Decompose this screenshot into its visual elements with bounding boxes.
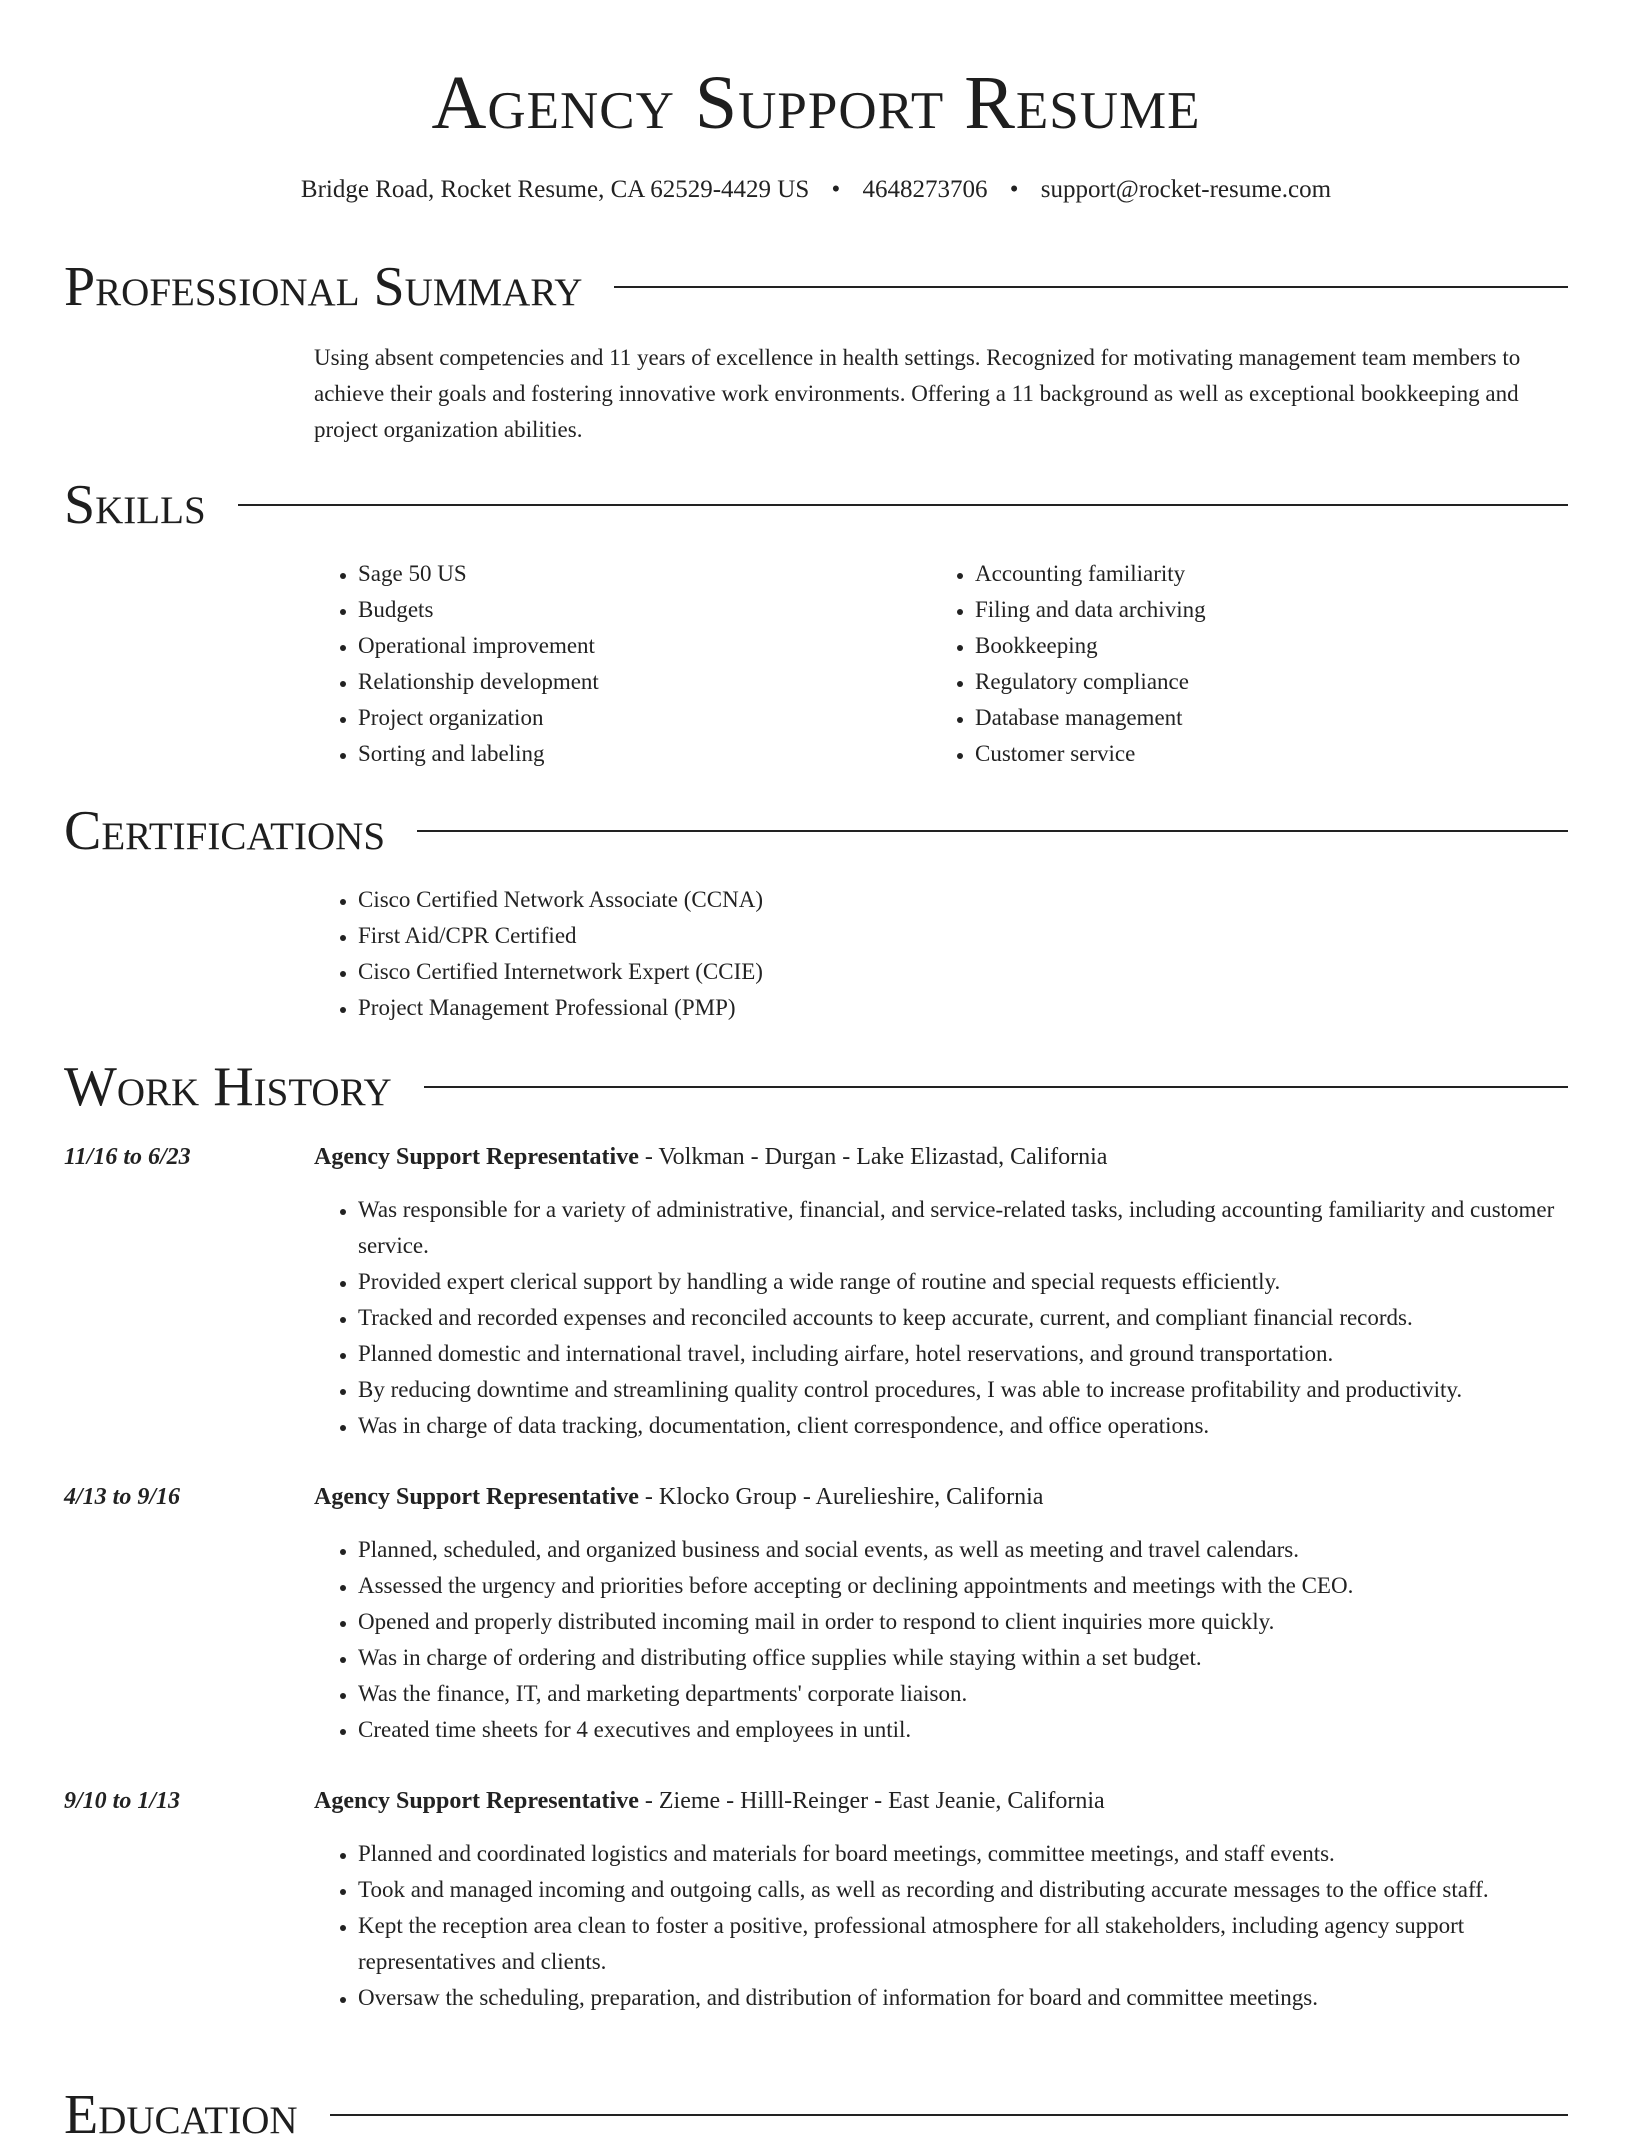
list-item: • Database management (975, 700, 1206, 736)
job-title-line (314, 1480, 1568, 1514)
section-header-skills (64, 470, 1568, 540)
list-item: • Filing and data archiving (975, 592, 1206, 628)
job-dates: 9/10 to 1/13 (64, 1788, 181, 1814)
list-item: • Planned, scheduled, and organized business and social events, as well as meeting and travel calendars. (358, 1532, 1568, 1568)
divider (614, 286, 1568, 288)
job-dates: 4/13 to 9/16 (64, 1484, 181, 1510)
section-header-summary (64, 252, 1568, 322)
section-header-certifications (64, 796, 1568, 866)
job-title: Agency Support Representative (314, 1144, 639, 1170)
job-title: Agency Support Representative (314, 1788, 639, 1814)
skills-right-list (931, 556, 1206, 772)
resume-title: Agency Support Resume (431, 61, 1201, 145)
section-title: Skills (64, 474, 206, 536)
list-item: • Customer service (975, 736, 1206, 772)
job-duties (314, 1532, 1568, 1748)
list-item: • Project organization (358, 700, 599, 736)
list-item: • Created time sheets for 4 executives and employees in until. (358, 1712, 1568, 1748)
section-title: Work History (64, 1056, 392, 1118)
certifications-list (314, 882, 763, 1026)
job-company: - Volkman - Durgan - Lake Elizastad, California (638, 1144, 1108, 1170)
list-item: • Tracked and recorded expenses and reconciled accounts to keep accurate, current, and compliant financial records. (358, 1300, 1568, 1336)
separator: • (1009, 176, 1019, 203)
job-company: - Klocko Group - Aurelieshire, California (638, 1484, 1044, 1510)
job-title-line (314, 1784, 1568, 1818)
email: support@rocket-resume.com (1040, 176, 1332, 203)
section-title: Professional Summary (64, 256, 583, 318)
summary-text: Using absent competencies and 11 years of excellence in health settings. Recognized for motivating management team members to achieve their goals and fostering innovative work environments. Offering a 11 background as well as exceptional bookkeeping and project organization abilities. (314, 345, 1521, 442)
list-item: • Relationship development (358, 664, 599, 700)
skills-list-right (931, 556, 1206, 772)
contact-line (0, 174, 1632, 206)
address: Bridge Road, Rocket Resume, CA 62529-4429 US (300, 176, 810, 203)
skills-left-list (314, 556, 599, 772)
divider (330, 2114, 1568, 2116)
list-item: • Oversaw the scheduling, preparation, and distribution of information for board and committee meetings. (358, 1980, 1568, 2016)
list-item: • Accounting familiarity (975, 556, 1206, 592)
list-item: • Cisco Certified Internetwork Expert (CCIE) (358, 954, 763, 990)
list-item: • Regulatory compliance (975, 664, 1206, 700)
list-item: • Kept the reception area clean to foster a positive, professional atmosphere for all stakeholders, including agency support representatives and clients. (358, 1908, 1568, 1980)
list-item: • By reducing downtime and streamlining quality control procedures, I was able to increase profitability and productivity. (358, 1372, 1568, 1408)
list-item: • Was in charge of data tracking, documentation, client correspondence, and office operations. (358, 1408, 1568, 1444)
divider (417, 830, 1568, 832)
separator: • (831, 176, 841, 203)
certifications-items (314, 882, 763, 1026)
list-item: • Was responsible for a variety of administrative, financial, and service-related tasks, including accounting familiarity and customer service. (358, 1192, 1568, 1264)
list-item: • Was in charge of ordering and distributing office supplies while staying within a set budget. (358, 1640, 1568, 1676)
list-item: • Took and managed incoming and outgoing calls, as well as recording and distributing accurate messages to the office staff. (358, 1872, 1568, 1908)
section-header-education (64, 2080, 1568, 2150)
list-item: • Planned domestic and international travel, including airfare, hotel reservations, and ground transportation. (358, 1336, 1568, 1372)
list-item: • Opened and properly distributed incoming mail in order to respond to client inquiries more quickly. (358, 1604, 1568, 1640)
list-item: • Sage 50 US (358, 556, 599, 592)
list-item: • Budgets (358, 592, 599, 628)
list-item: • Bookkeeping (975, 628, 1206, 664)
job-dates: 11/16 to 6/23 (64, 1144, 191, 1170)
job-title: Agency Support Representative (314, 1484, 639, 1510)
skills-list-left (314, 556, 599, 772)
list-item: • Was the finance, IT, and marketing departments' corporate liaison. (358, 1676, 1568, 1712)
list-item: • Cisco Certified Network Associate (CCNA) (358, 882, 763, 918)
divider (238, 504, 1568, 506)
list-item: • Sorting and labeling (358, 736, 599, 772)
list-item: • Planned and coordinated logistics and materials for board meetings, committee meetings, and staff events. (358, 1836, 1568, 1872)
divider (424, 1086, 1568, 1088)
section-title: Education (64, 2084, 298, 2146)
job-duties (314, 1192, 1568, 1444)
job-company: - Zieme - Hilll-Reinger - East Jeanie, California (638, 1788, 1105, 1814)
list-item: • Provided expert clerical support by handling a wide range of routine and special requests efficiently. (358, 1264, 1568, 1300)
job-title-line (314, 1140, 1568, 1174)
phone: 4648273706 (862, 176, 988, 203)
list-item: • Operational improvement (358, 628, 599, 664)
list-item: • Project Management Professional (PMP) (358, 990, 763, 1026)
section-header-work-history (64, 1052, 1568, 1122)
job-duties (314, 1836, 1568, 2016)
section-title: Certifications (64, 800, 386, 862)
list-item: • Assessed the urgency and priorities before accepting or declining appointments and meetings with the CEO. (358, 1568, 1568, 1604)
list-item: • First Aid/CPR Certified (358, 918, 763, 954)
